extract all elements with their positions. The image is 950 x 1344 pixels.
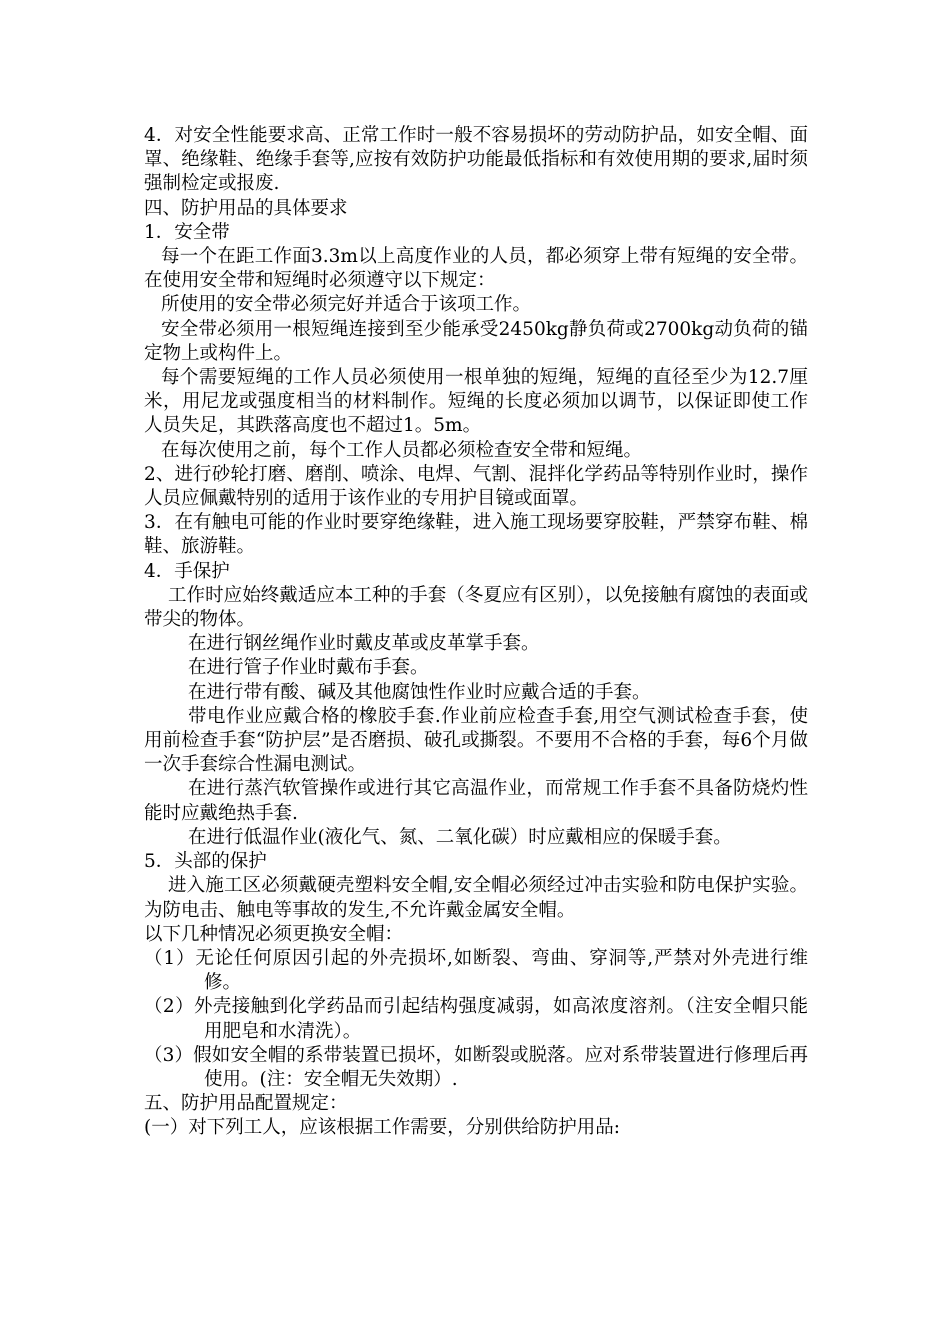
paragraph-pipe-gloves: 在进行管子作业时戴布手套。 (188, 657, 429, 679)
paragraph-check-before-use: 在每次使用之前，每个工作人员都必须检查安全带和短绳。 (161, 439, 643, 461)
paragraph-replace-helmet-intro: 以下几种情况必须更换安全帽： (144, 923, 404, 945)
paragraph-allocation-workers: (一）对下列工人，应该根据工作需要，分别供给防护用品: (144, 1117, 620, 1139)
paragraph-insulated-shoes: 3．在有触电可能的作业时要穿绝缘鞋，进入施工现场要穿胶鞋，严禁穿布鞋、棉鞋、旅游鞋。 (144, 512, 808, 558)
section-heading-specific-requirements: 四、防护用品的具体要求 (144, 197, 348, 219)
paragraph-safety-belt-suitable: 所使用的安全带必须完好并适合于该项工作。 (161, 294, 532, 316)
subheading-hand-protection: 4．手保护 (144, 560, 230, 582)
paragraph-corrosive-gloves: 在进行带有酸、碱及其他腐蚀性作业时应戴合适的手套。 (188, 681, 651, 703)
paragraph-short-rope: 每个需要短绳的工作人员必须使用一根单独的短绳，短绳的直径至少为12.7厘米，用尼龙或强度相当的材料制作。短绳的长度必须加以调节，以保证即使工作人员失足，其跌落高度也不超过1。5m。 (144, 367, 808, 437)
paragraph-protective-gear-inspection: 4．对安全性能要求高、正常工作时一般不容易损坏的劳动防护品，如安全帽、面罩、绝缘鞋、绝缘手套等,应按有效防护功能最低指标和有效使用期的要求,届时须强制检定或报废. (144, 125, 808, 195)
subheading-head-protection: 5．头部的保护 (144, 851, 267, 873)
paragraph-hard-hat: 进入施工区必须戴硬壳塑料安全帽,安全帽必须经过冲击实验和防电保护实验。为防电击、触电等事故的发生,不允许戴金属安全帽。 (144, 875, 808, 921)
subheading-safety-belt: 1．安全带 (144, 221, 230, 243)
paragraph-rubber-gloves: 带电作业应戴合格的橡胶手套.作业前应检查手套,用空气测试检查手套，使用前检查手套“防护层”是否磨损、破孔或撕裂。不要用不合格的手套，每6个月做一次手套综合性漏电测试。 (144, 705, 808, 776)
section-heading-allocation-rules: 五、防护用品配置规定： (144, 1093, 348, 1115)
paragraph-safety-belt-anchor: 安全带必须用一根短绳连接到至少能承受2450kg静负荷或2700kg动负荷的锚定物上或构件上。 (144, 318, 808, 364)
paragraph-goggles-mask: 2、进行砂轮打磨、磨削、喷涂、电焊、气割、混拌化学药品等特别作业时，操作人员应佩戴特别的适用于该作业的专用护目镜或面罩。 (144, 463, 808, 510)
paragraph-wire-rope-gloves: 在进行钢丝绳作业时戴皮革或皮革掌手套。 (188, 633, 540, 655)
list-item-helmet-damage: （1）无论任何原因引起的外壳损坏,如断裂、弯曲、穿洞等,严禁对外壳进行维修。 (144, 947, 808, 994)
paragraph-heat-gloves: 在进行蒸汽软管操作或进行其它高温作业，而常规工作手套不具备防烧灼性能时应戴绝热手套. (144, 778, 808, 824)
list-item-helmet-chemical: （2）外壳接触到化学药品而引起结构强度减弱，如高浓度溶剂。（注安全帽只能用肥皂和水清洗）。 (144, 996, 808, 1042)
list-item-helmet-strap: （3）假如安全帽的系带装置已损坏，如断裂或脱落。应对系带装置进行修理后再使用。(注：安全帽无失效期）. (144, 1044, 808, 1090)
paragraph-cold-gloves: 在进行低温作业(液化气、氮、二氧化碳）时应戴相应的保暖手套。 (188, 826, 732, 848)
paragraph-safety-belt-height: 每一个在距工作面3.3m以上高度作业的人员，都必须穿上带有短绳的安全带。在使用安全带和短绳时必须遵守以下规定： (144, 246, 808, 292)
paragraph-gloves-general: 工作时应始终戴适应本工种的手套（冬夏应有区别），以免接触有腐蚀的表面或带尖的物体。 (144, 584, 808, 631)
document-page (144, 124, 808, 1141)
